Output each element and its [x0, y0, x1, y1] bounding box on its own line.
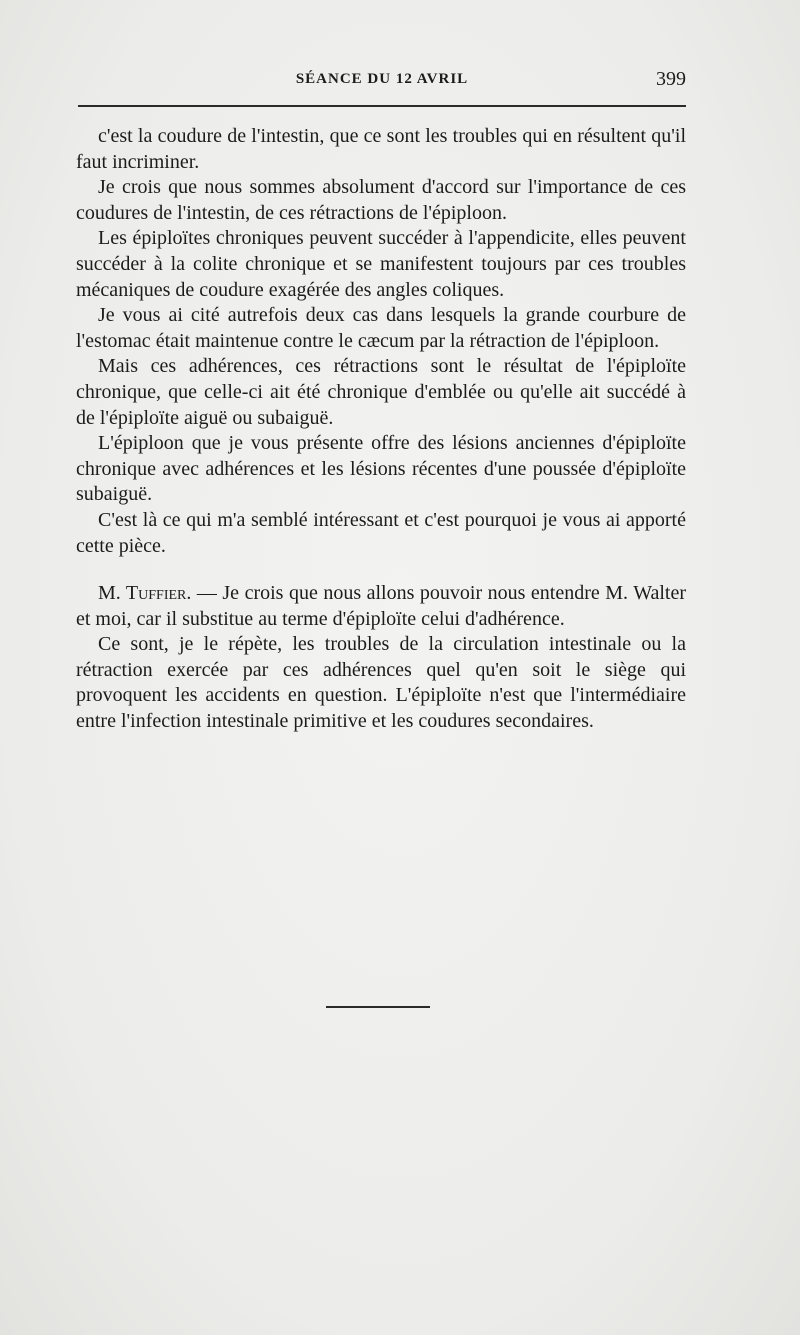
- page-header: [78, 64, 686, 94]
- paragraph: C'est là ce qui m'a semblé intéressant et c'est pourquoi je vous ai apporté cette pièce.: [76, 508, 686, 557]
- speaker-name: M. Tuffier.: [98, 582, 192, 605]
- speaker-text: — Je crois que nous allons pouvoir nous entendre M. Walter et moi, car il substitue au terme d'épiploïte celui d'adhérence.: [76, 582, 687, 630]
- header-rule: [78, 105, 686, 107]
- paragraph: Ce sont, je le répète, les troubles de la circulation intestinale ou la rétraction exercée par ces adhérences quel qu'en soit le siège qui provoquent les accidents en question. L'épiploïte n'est que l'intermédiaire entre l'infection intestinale primitive et les coudures secondaires.: [76, 633, 686, 733]
- paragraph: c'est la coudure de l'intestin, que ce sont les troubles qui en résultent qu'il faut incriminer.: [76, 125, 686, 173]
- end-rule: [326, 1006, 430, 1008]
- body-text: [76, 124, 686, 735]
- paragraph: Je crois que nous sommes absolument d'accord sur l'importance de ces coudures de l'intestin, de ces rétractions de l'épiploon.: [76, 176, 686, 224]
- paragraph: L'épiploon que je vous présente offre des lésions anciennes d'épiploïte chronique avec adhérences et les lésions récentes d'une poussée d'épiploïte subaiguë.: [76, 432, 686, 506]
- running-head: SÉANCE DU 12 AVRIL: [295, 71, 469, 87]
- paragraph: Les épiploïtes chroniques peuvent succéder à l'appendicite, elles peuvent succéder à la colite chronique et se manifestent toujours par ces troubles mécaniques de coudure exagérée des angles coliques.: [76, 227, 686, 301]
- speaker-paragraph: [76, 581, 686, 632]
- page-number: 399: [656, 68, 686, 90]
- paragraph: Mais ces adhérences, ces rétractions sont le résultat de l'épiploïte chronique, que celle-ci ait été chronique d'emblée ou qu'elle ait succédé à de l'épiploïte aiguë ou subaiguë.: [76, 355, 686, 429]
- paragraph: Je vous ai cité autrefois deux cas dans lesquels la grande courbure de l'estomac était maintenue contre le cæcum par la rétraction de l'épiploon.: [76, 304, 686, 352]
